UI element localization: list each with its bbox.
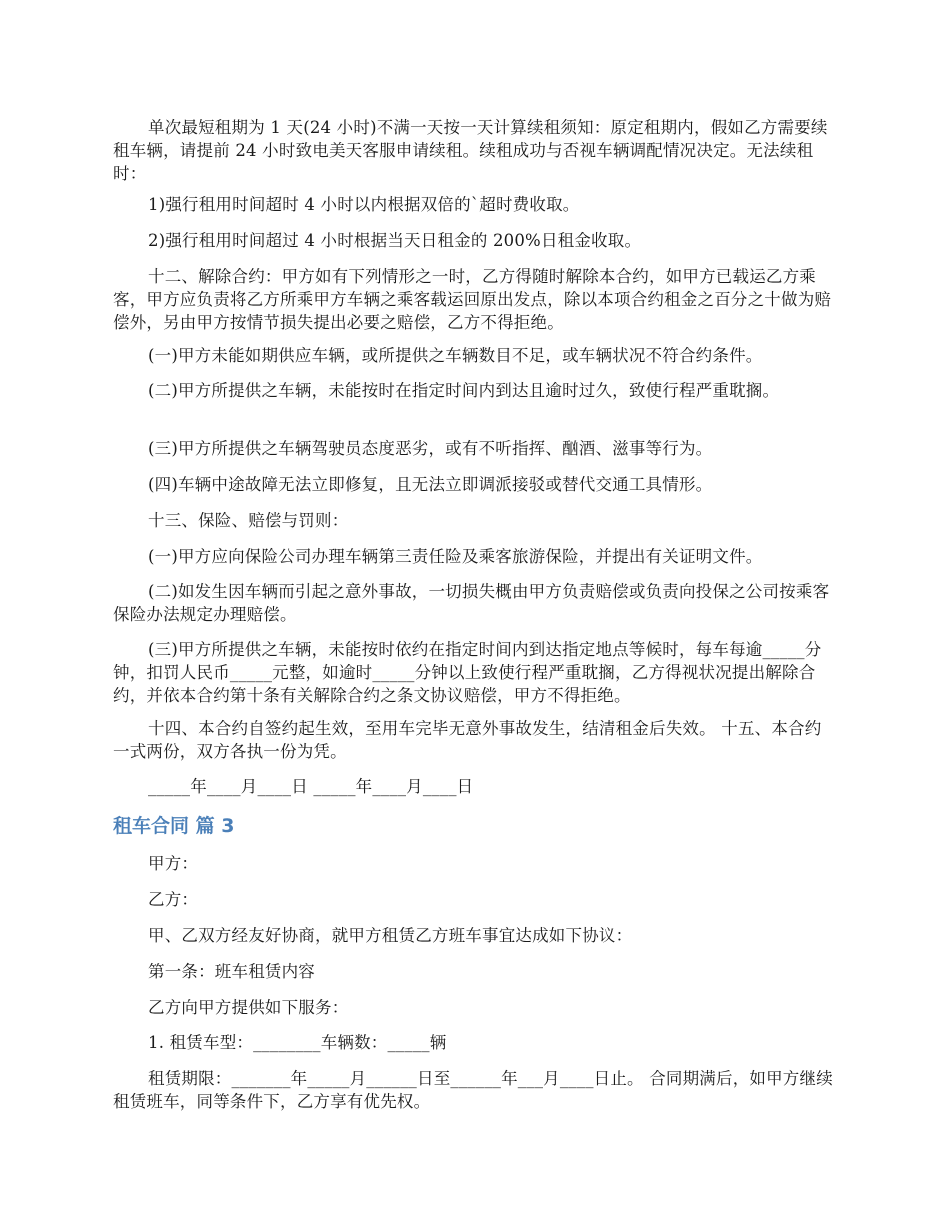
article-1-title: 第一条：班车租赁内容 [148,962,315,981]
paragraph-overtime-rule-1: 1)强行租用时间超时 4 小时以内根据双倍的`超时费收取。 [148,195,580,214]
paragraph-renewal-notice: 单次最短租期为 1 天(24 小时)不满一天按一天计算续租须知：原定租期内，假如乙方需要续租车辆，请提前 24 小时致电美天客服申请续租。续租成功与否视车辆调配情况决定。无法续租时： [113,118,828,183]
paragraph-clause-13-item-3: (三)甲方所提供之车辆，未能按时依约在指定时间内到达指定地点等候时，每车每逾_____分钟，扣罚人民币_____元整，如逾时_____分钟以上致使行程严重耽搁，乙方得视状况提出解除合约，并依本合约第十条有关解除合约之条文协议赔偿，甲方不得拒绝。 [113,640,822,705]
paragraph-clause-13-item-2: (二)如发生因车辆而引起之意外事故，一切损失概由甲方负责赔偿或负责向投保之公司按乘客保险办法规定办理赔偿。 [113,582,830,624]
paragraph-clause-12-item-3: (三)甲方所提供之车辆驾驶员态度恶劣，或有不听指挥、酗酒、滋事等行为。 [148,439,713,458]
signature-date-line: _____年____月____日 _____年____月____日 [148,777,474,796]
paragraph-clause-12-item-2: (二)甲方所提供之车辆，未能按时在指定时间内到达且逾时过久，致使行程严重耽搁。 [148,381,780,400]
paragraph-clause-13-item-1: (一)甲方应向保险公司办理车辆第三责任险及乘客旅游保险，并提出有关证明文件。 [148,547,763,566]
paragraph-clause-12-item-4: (四)车辆中途故障无法立即修复，且无法立即调派接驳或替代交通工具情形。 [148,475,713,494]
paragraph-overtime-rule-2: 2)强行租用时间超过 4 小时根据当天日租金的 200%日租金收取。 [148,231,642,250]
party-b-line: 乙方： [148,890,199,909]
paragraph-clause-12-item-1: (一)甲方未能如期供应车辆，或所提供之车辆数目不足，或车辆状况不符合约条件。 [148,346,763,365]
section-heading: 租车合同 篇 3 [113,815,235,837]
paragraph-clause-14-15: 十四、本合约自签约起生效，至用车完毕无意外事故发生，结清租金后失效。 十五、本合约一式两份，双方各执一份为凭。 [113,719,822,761]
agreement-intro: 甲、乙双方经友好协商，就甲方租赁乙方班车事宜达成如下协议： [148,926,633,945]
services-intro: 乙方向甲方提供如下服务： [148,998,349,1017]
paragraph-clause-12: 十二、解除合约：甲方如有下列情形之一时，乙方得随时解除本合约，如甲方已载运乙方乘客，甲方应负责将乙方所乘甲方车辆之乘客载运回原出发点，除以本项合约租金之百分之十做为赔偿外，另由甲方按情节损失提出必要之赔偿，乙方不得拒绝。 [113,267,832,332]
rental-vehicle-type: 1. 租赁车型：________车辆数：_____辆 [148,1033,447,1052]
party-a-line: 甲方： [148,854,199,873]
paragraph-clause-13: 十三、保险、赔偿与罚则： [148,511,349,530]
rental-period: 租赁期限：_______年_____月______日至______年___月____日止。 合同期满后，如甲方继续租赁班车，同等条件下，乙方享有优先权。 [113,1069,833,1111]
